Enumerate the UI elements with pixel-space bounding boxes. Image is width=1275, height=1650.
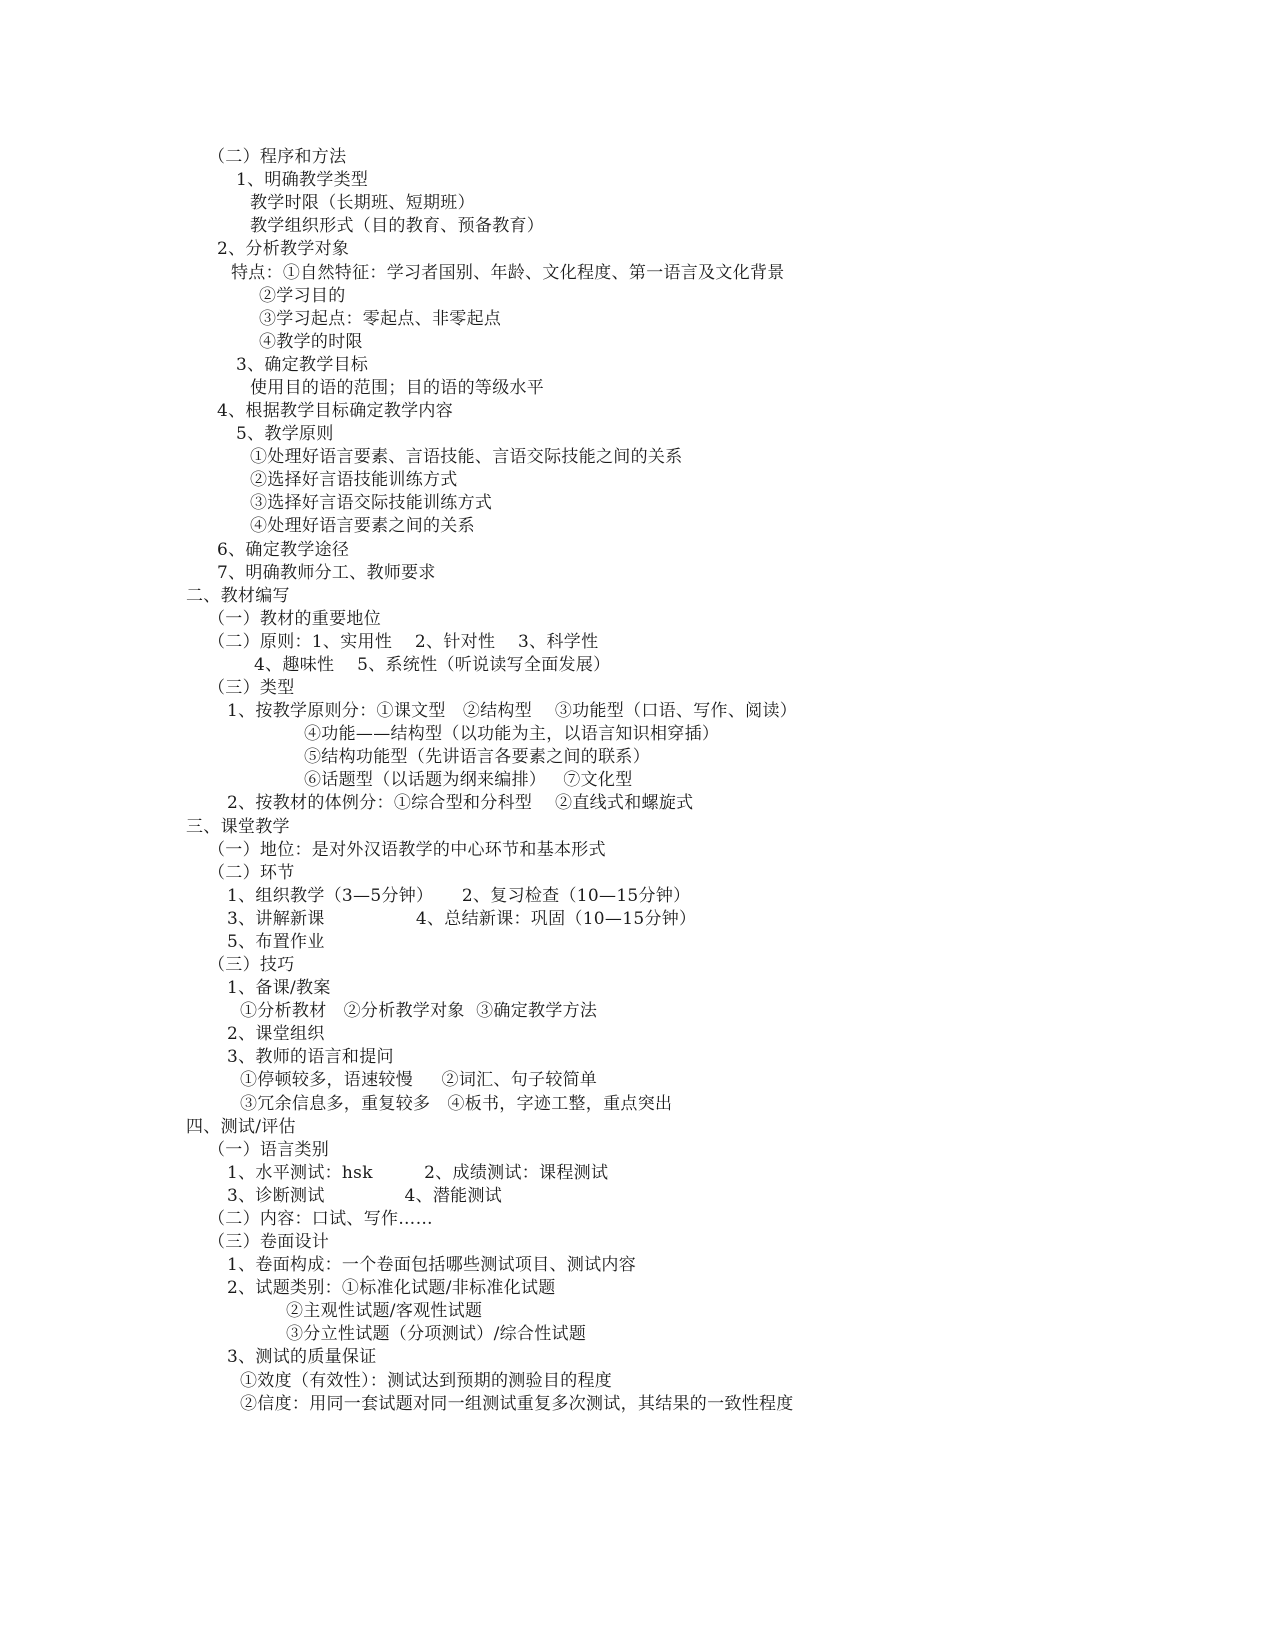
outline-text: ②学习目的 [259,286,346,306]
outline-text: 使用目的语的范围；目的语的等级水平 [250,378,545,398]
outline-text: 4、趣味性 5、系统性（听说读写全面发展） [254,655,611,675]
outline-item: 3、诊断测试 4、潜能测试 [227,1186,503,1206]
outline-text: ①处理好语言要素、言语技能、言语交际技能之间的关系 [250,447,683,467]
outline-text: ④功能——结构型（以功能为主，以语言知识相穿插） [304,724,720,744]
chapter-heading: 三、课堂教学 [186,817,290,837]
section-heading: （二）程序和方法 [208,147,347,167]
outline-text: ①效度（有效性）：测试达到预期的测验目的程度 [240,1371,613,1391]
outline-text: 教学时限（长期班、短期班） [250,193,475,213]
section-heading: （二）环节 [208,863,295,883]
outline-item: 2、试题类别：①标准化试题/非标准化试题 [227,1278,556,1298]
outline-item: 6、确定教学途径 [217,540,350,560]
outline-item: 1、明确教学类型 [236,170,369,190]
section-heading: （三）类型 [208,678,295,698]
outline-text: ③选择好言语交际技能训练方式 [250,493,493,513]
outline-item: 1、组织教学（3—5分钟） 2、复习检查（10—15分钟） [227,886,691,906]
outline-text: ④处理好语言要素之间的关系 [250,516,475,536]
outline-item: 1、水平测试：hsk 2、成绩测试：课程测试 [227,1163,609,1183]
section-heading: （三）卷面设计 [208,1232,330,1252]
section-heading: （一）教材的重要地位 [208,609,381,629]
outline-item: 3、确定教学目标 [236,355,369,375]
section-heading: （三）技巧 [208,955,295,975]
outline-item: 5、布置作业 [227,932,325,952]
section-heading: （二）原则：1、实用性 2、针对性 3、科学性 [208,632,599,652]
outline-item: 2、课堂组织 [227,1024,325,1044]
outline-item: 3、测试的质量保证 [227,1347,377,1367]
outline-item: 3、讲解新课 4、总结新课：巩固（10—15分钟） [227,909,697,929]
section-heading: （二）内容：口试、写作…… [208,1209,433,1229]
outline-text: ③分立性试题（分项测试）/综合性试题 [286,1324,587,1344]
outline-text: ②选择好言语技能训练方式 [250,470,458,490]
outline-item: 1、备课/教案 [227,978,331,998]
outline-text: ⑤结构功能型（先讲语言各要素之间的联系） [304,747,650,767]
outline-text: ④教学的时限 [259,332,363,352]
outline-text: ②主观性试题/客观性试题 [286,1301,483,1321]
outline-text: ②信度：用同一套试题对同一组测试重复多次测试，其结果的一致性程度 [240,1394,794,1414]
outline-item: 1、卷面构成：一个卷面包括哪些测试项目、测试内容 [227,1255,637,1275]
outline-text: ③冗余信息多，重复较多 ④板书，字迹工整，重点突出 [240,1094,673,1114]
outline-text: ⑥话题型（以话题为纲来编排） ⑦文化型 [304,770,633,790]
outline-item: 5、教学原则 [236,424,334,444]
chapter-heading: 四、测试/评估 [186,1117,296,1137]
section-heading: （一）语言类别 [208,1140,330,1160]
outline-text: 特点：①自然特征：学习者国别、年龄、文化程度、第一语言及文化背景 [231,263,785,283]
outline-text: ①分析教材 ②分析教学对象 ③确定教学方法 [240,1001,598,1021]
outline-text: ③学习起点：零起点、非零起点 [259,309,502,329]
outline-text: ①停顿较多，语速较慢 ②词汇、句子较简单 [240,1070,598,1090]
outline-item: 1、按教学原则分：①课文型 ②结构型 ③功能型（口语、写作、阅读） [227,701,798,721]
outline-item: 4、根据教学目标确定教学内容 [217,401,454,421]
outline-item: 2、按教材的体例分：①综合型和分科型 ②直线式和螺旋式 [227,793,694,813]
outline-item: 2、分析教学对象 [217,239,350,259]
outline-item: 7、明确教师分工、教师要求 [217,563,436,583]
chapter-heading: 二、教材编写 [186,586,290,606]
outline-item: 3、教师的语言和提问 [227,1047,394,1067]
section-heading: （一）地位：是对外汉语教学的中心环节和基本形式 [208,840,606,860]
outline-text: 教学组织形式（目的教育、预备教育） [250,216,545,236]
